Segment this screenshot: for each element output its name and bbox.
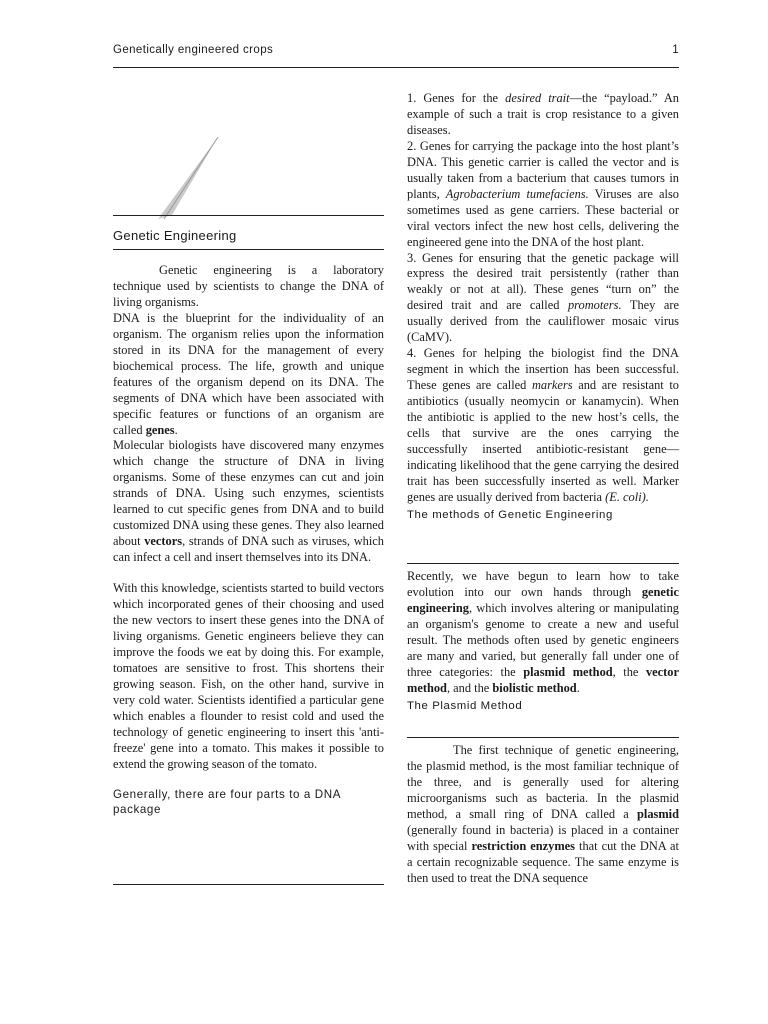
term-plasmid: plasmid: [636, 806, 679, 821]
list-item-1: [407, 91, 679, 139]
section-rule-top: [113, 215, 384, 216]
paragraph-text: , and the: [446, 680, 490, 695]
left-body: [113, 263, 384, 817]
paragraph-text: that cut the DNA at a certain recognizable sequence. The same enzyme is then used to treat the DNA sequence: [407, 838, 679, 885]
italic-term: Agrobacterium tumefaciens.: [445, 186, 589, 201]
subhead-methods: The methods of Genetic Engineering: [407, 508, 613, 521]
paragraph-text: , the: [612, 664, 639, 679]
term-restriction-enzymes: restriction enzymes: [471, 838, 576, 853]
methods-rule: [407, 563, 679, 564]
item-text: and are resistant to antibiotics (usually neomycin or kanamycin). When the antibiotic is applied to the new host’s cells, the cells that survive are the ones carrying the successfully inserted antibiotic-resistant gene—indicating likelihood that the gene carrying the desired trait has been successfully inserted as well. Marker genes are usually derived from bacteria: [407, 378, 679, 504]
paragraph-enzymes: [113, 438, 384, 566]
paragraph-text: Recently, we have begun to learn how to take evolution into our own hands through: [407, 569, 679, 599]
paragraph-methods: [407, 569, 679, 697]
subhead-plasmid-method: The Plasmid Method: [407, 699, 523, 712]
page-number: 1: [672, 44, 679, 56]
list-item-2: [407, 139, 679, 251]
right-body-top: [407, 91, 679, 522]
paragraph-vectors: With this knowledge, scientists started to build vectors which incorporated genes of their choosing and used the new vectors to insert these genes into the DNA of living organisms. Genetic engineers believe they can improve the foods we eat by doing this. For example, tomatoes are sensitive to frost. This shortens their growing season. Fish, on the other hand, survive in very cold water. Scientists identified a particular gene which enables a flounder to resist cold and used the technology of genetic engineering to insert this 'anti-freeze' gene into a tomato. This makes it possible to extend the growing season of the tomato.: [113, 581, 384, 771]
list-item-4: [407, 346, 679, 506]
italic-term: desired trait: [505, 91, 570, 105]
item-text: 1. Genes for the: [407, 91, 499, 105]
paragraph-text: The first technique of genetic engineering, the plasmid method, is the most familiar technique of the three, and is generally used for altering microorganisms such as bacteria. In the plasmid method, a small ring of DNA called a: [407, 743, 679, 821]
header-rule: [113, 67, 679, 68]
italic-term: promoters.: [567, 298, 622, 313]
decorative-stroke-graphic: [120, 135, 230, 225]
italic-term: (E. coli).: [605, 489, 649, 504]
running-header: [113, 44, 679, 56]
right-body-plasmid: [407, 743, 679, 887]
term-genes: genes: [145, 422, 175, 437]
subhead-rule: [113, 884, 384, 885]
document-title: Genetically engineered crops: [113, 44, 274, 56]
paragraph-text: , which involves altering or manipulating an organism's genome to create a new and useful result. The methods often used by genetic engineers are many and varied, but generally fall under one of three categories: the: [407, 600, 679, 679]
list-item-3: [407, 251, 679, 347]
term-biolistic-method: biolistic method: [492, 680, 577, 695]
right-body-methods: [407, 569, 679, 713]
item-text: 3. Genes for ensuring that the genetic package will express the desired trait persistently (rather than weakly or not at all). These genes “turn on” the desired trait and are called: [407, 250, 679, 313]
paragraph-dna-blueprint: DNA is the blueprint for the individuality of an organism. The organism relies upon the information stored in its DNA for the management of every biochemical process. The life, growth and unique features of the organism depend on its DNA. The segments of DNA which have been associated with specific features or functions of an organism are called genes.: [113, 310, 384, 437]
term-genetic-engineering: genetic engineering: [407, 584, 679, 615]
italic-term: markers: [531, 378, 573, 393]
term-vectors: vectors: [144, 534, 183, 549]
subhead-dna-package: Generally, there are four parts to a DNA package: [113, 787, 341, 816]
paragraph-intro: Genetic engineering is a laboratory technique used by scientists to change the DNA of living organisms.: [113, 263, 384, 309]
item-text: 2. Genes for carrying the package into the host plant’s DNA. This genetic carrier is called the vector and is usually taken from a bacterium that causes tumors in plants,: [407, 138, 679, 201]
paragraph-text: DNA is the blueprint for the individuality of an organism. The organism relies upon the information stored in its DNA for the management of every biochemical process. The life, growth and unique features of the organism depend on its DNA. The segments of DNA which have been associated with specific features or functions of an organism are called: [113, 310, 384, 437]
section-rule-bottom: [113, 249, 384, 250]
term-plasmid-method: plasmid method: [523, 664, 613, 679]
paragraph-plasmid: [407, 743, 679, 887]
paragraph-text: (generally found in bacteria) is placed in a container with special: [407, 822, 679, 853]
paragraph-text: , strands of DNA such as viruses, which can infect a cell and insert themselves into its DNA.: [113, 534, 384, 565]
section-title: Genetic Engineering: [113, 228, 237, 243]
term-vector-method: vector method: [407, 664, 679, 695]
paragraph-text: Molecular biologists have discovered many enzymes which change the structure of DNA in living organisms. Some of these enzymes can cut and join strands of DNA. Using such enzymes, scientists learned to cut specific genes from DNA and to build customized DNA using these genes. They also learned about: [113, 438, 384, 549]
item-text: They are usually derived from the cauliflower mosaic virus (CaMV).: [407, 298, 679, 345]
item-text: 4. Genes for helping the biologist find the DNA segment in which the insertion has been successful. These genes are called: [407, 346, 679, 393]
plasmid-rule: [407, 737, 679, 738]
item-text: Viruses are also sometimes used as gene carriers. These bacterial or viral vectors infect the new host cells, delivering the engineered gene into the DNA of the host plant.: [407, 186, 679, 249]
item-text: —the “payload.” An example of such a trait is crop resistance to a given diseases.: [407, 91, 679, 137]
paragraph-text: .: [576, 680, 580, 695]
